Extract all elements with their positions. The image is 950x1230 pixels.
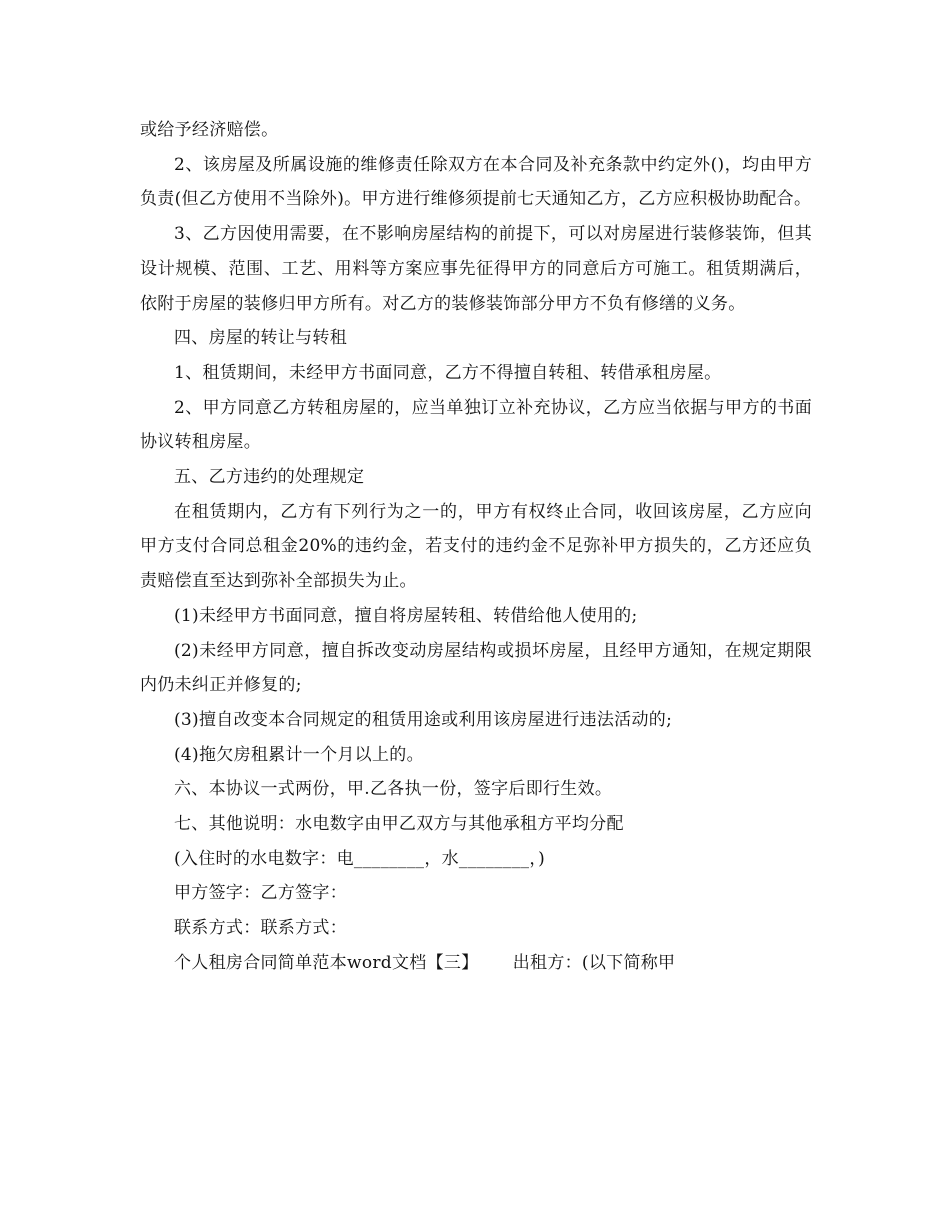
list-item-4: (4)拖欠房租累计一个月以上的。 bbox=[174, 744, 424, 765]
paragraph-1: 或给予经济赔偿。 bbox=[140, 120, 279, 140]
paragraph-5: 1、租赁期间，未经甲方书面同意，乙方不得擅自转租、转借承租房屋。 bbox=[174, 362, 722, 383]
next-document-heading: 个人租房合同简单范本word文档【三】 出租方：(以下简称甲 bbox=[174, 952, 676, 973]
section-heading-4: 四、房屋的转让与转租 bbox=[174, 328, 347, 349]
document-body bbox=[140, 113, 812, 981]
paragraph-2: 2、该房屋及所属设施的维修责任除双方在本合同及补充条款中约定外()，均由甲方负责(但乙方使用不当除外)。甲方进行维修须提前七天通知乙方，乙方应积极协助配合。 bbox=[140, 154, 812, 210]
section-heading-6: 六、本协议一式两份，甲.乙各执一份，签字后即行生效。 bbox=[174, 779, 613, 800]
list-item-1: (1)未经甲方书面同意，擅自将房屋转租、转借给他人使用的; bbox=[174, 605, 638, 626]
section-heading-7: 七、其他说明：水电数字由甲乙双方与其他承租方平均分配 bbox=[174, 814, 624, 835]
paragraph-8: 在租赁期内，乙方有下列行为之一的，甲方有权终止合同，收回该房屋，乙方应向甲方支付合同总租金20%的违约金，若支付的违约金不足弥补甲方损失的，乙方还应负责赔偿直至达到弥补全部损失为止。 bbox=[140, 501, 812, 592]
contact-line: 联系方式：联系方式： bbox=[174, 918, 347, 939]
list-item-2: (2)未经甲方同意，擅自拆改变动房屋结构或损坏房屋，且经甲方通知，在规定期限内仍未纠正并修复的; bbox=[140, 640, 812, 696]
signature-line: 甲方签字：乙方签字： bbox=[174, 883, 347, 904]
paragraph-6: 2、甲方同意乙方转租房屋的，应当单独订立补充协议，乙方应当依据与甲方的书面协议转租房屋。 bbox=[140, 397, 812, 453]
utility-readings-line: (入住时的水电数字：电________，水________，) bbox=[174, 848, 546, 869]
list-item-3: (3)擅自改变本合同规定的租赁用途或利用该房屋进行违法活动的; bbox=[174, 709, 673, 730]
section-heading-5: 五、乙方违约的处理规定 bbox=[174, 467, 365, 488]
paragraph-3: 3、乙方因使用需要，在不影响房屋结构的前提下，可以对房屋进行装修装饰，但其设计规模、范围、工艺、用料等方案应事先征得甲方的同意后方可施工。租赁期满后，依附于房屋的装修归甲方所有。对乙方的装修装饰部分甲方不负有修缮的义务。 bbox=[140, 224, 812, 314]
